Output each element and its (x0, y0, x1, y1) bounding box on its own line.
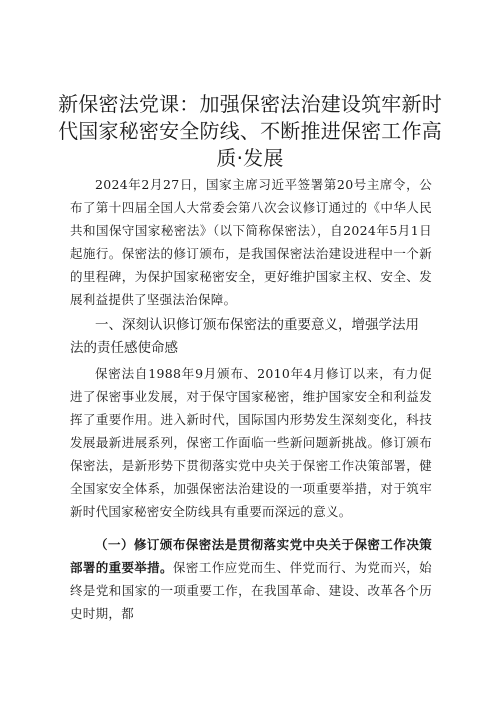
document-title: 新保密法党课：加强保密法治建设筑牢新时代国家秘密安全防线、不断推进保密工作高质·发展 (58, 92, 442, 170)
subsection-1-text: 保密工作应党而生、伴党而行、为党而兴，始终是党和国家的一项重要工作，在我国革命、建设、改革各个历史时期，都 (70, 560, 432, 621)
subsection-1-paragraph (70, 533, 432, 625)
intro-paragraph: 2024年2月27日，国家主席习近平签署第20号主席令，公布了第十四届全国人大常委会第八次会议修订通过的《中华人民共和国保守国家秘密法》（以下简称保密法），自2024年5月1日起施行。保密法的修订颁布，是我国保密法治建设进程中一个新的里程碑，为保护国家秘密安全，更好维护国家主权、安全、发展利益提供了坚强法治保障。 (70, 177, 432, 307)
section-1-paragraph: 保密法自1988年9月颁布、2010年4月修订以来，有力促进了保密事业发展，对于保守国家秘密，维护国家安全和利益发挥了重要作用。进入新时代，国际国内形势发生深刻变化，科技发展最新进展系列，保密工作面临一些新问题新挑战。修订颁布保密法，是新形势下贯彻落实党中央关于保密工作决策部署，健全国家安全体系，加强保密法治建设的一项重要举措，对于筑牢新时代国家秘密安全防线具有重要而深远的意义。 (70, 366, 432, 519)
subsection-1-heading: （一）修订颁布保密法是贯彻落实党中央关于保密工作决策部署的重要举措。 (70, 537, 432, 575)
section-1-heading: 一、深刻认识修订颁布保密法的重要意义，增强学法用法的责任感使命感 (70, 317, 419, 356)
